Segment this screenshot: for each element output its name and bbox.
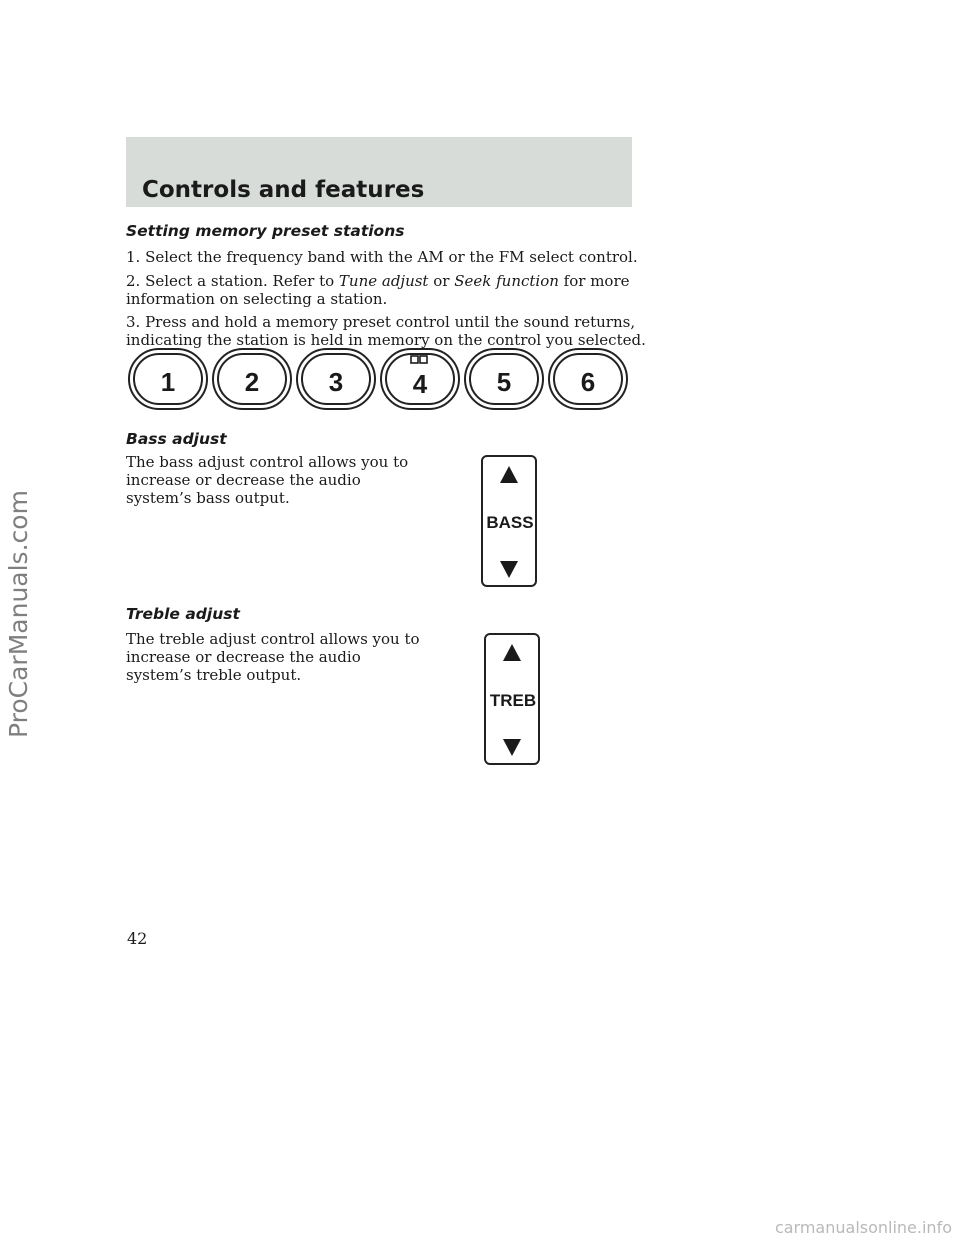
step-2-suffix: for more information on selecting a station. [126, 272, 630, 308]
preset-label-5: 5 [496, 367, 512, 397]
step-2-or: or [428, 272, 455, 290]
preset-button-5 [465, 349, 543, 409]
bass-adjust-heading: Bass adjust [126, 430, 227, 448]
step-2-prefix: 2. Select a station. Refer to [126, 272, 339, 290]
memory-preset-buttons-illustration [126, 347, 634, 411]
step-2-text [126, 272, 646, 308]
treble-adjust-heading: Treble adjust [126, 605, 240, 623]
step-1-text: 1. Select the frequency band with the AM or the FM select control. [126, 248, 638, 266]
bass-label: BASS [486, 513, 534, 532]
bass-control-illustration [480, 454, 540, 588]
preset-button-3 [297, 349, 375, 409]
footer-watermark: carmanualsonline.info [774, 1218, 952, 1237]
treble-label: TREB [489, 691, 537, 710]
treble-adjust-text: The treble adjust control allows you to increase or decrease the audio system’s treble output. [126, 630, 420, 684]
step-3-text: 3. Press and hold a memory preset control until the sound returns, indicating the station is held in memory on the control you selected. [126, 313, 646, 349]
bass-adjust-text: The bass adjust control allows you to increase or decrease the audio system’s bass output. [126, 453, 409, 507]
preset-button-2 [213, 349, 291, 409]
preset-label-6: 6 [580, 367, 596, 397]
preset-label-3: 3 [328, 367, 344, 397]
preset-label-1: 1 [160, 367, 176, 397]
preset-label-4: 4 [412, 369, 428, 399]
preset-button-1 [129, 349, 207, 409]
preset-button-4 [381, 349, 459, 409]
page-number: 42 [127, 929, 148, 948]
section-title: Controls and features [142, 177, 425, 203]
seek-function-reference: Seek function [454, 272, 559, 290]
memory-presets-heading: Setting memory preset stations [126, 222, 405, 240]
treble-control-illustration [483, 632, 543, 766]
side-watermark: ProCarManuals.com [4, 490, 33, 738]
preset-button-6 [549, 349, 627, 409]
preset-label-2: 2 [244, 367, 260, 397]
tune-adjust-reference: Tune adjust [338, 272, 429, 290]
